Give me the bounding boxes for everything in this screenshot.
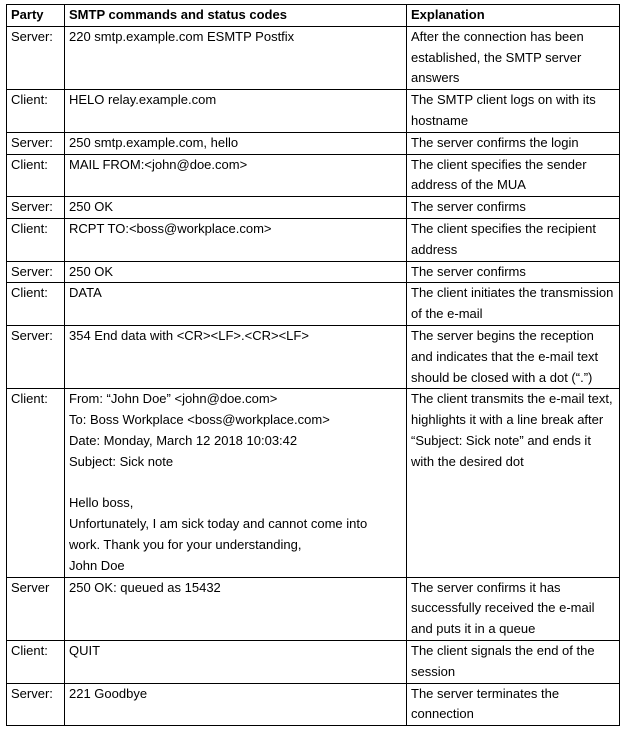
explanation-cell: The server confirms the login [407, 132, 620, 154]
command-cell: HELO relay.example.com [65, 90, 407, 133]
table-row [7, 26, 620, 89]
table-row [7, 389, 620, 577]
table-row [7, 261, 620, 283]
explanation-cell: The server begins the reception and indicates that the e-mail text should be closed with a dot (“.”) [407, 325, 620, 388]
explanation-cell: The client initiates the transmission of the e-mail [407, 283, 620, 326]
command-cell: RCPT TO:<boss@workplace.com> [65, 218, 407, 261]
explanation-cell: The server confirms [407, 261, 620, 283]
email-body-line: Unfortunately, I am sick today and cannot come into [69, 516, 368, 532]
smtp-table [6, 4, 620, 726]
command-cell: 220 smtp.example.com ESMTP Postfix [65, 26, 407, 89]
table-row [7, 325, 620, 388]
email-message-cell [65, 389, 407, 577]
command-cell: 354 End data with <CR><LF>.<CR><LF> [65, 325, 407, 388]
email-to-line: To: Boss Workplace <boss@workplace.com> [69, 412, 330, 428]
explanation-cell: After the connection has been established, the SMTP server answers [407, 26, 620, 89]
command-cell: DATA [65, 283, 407, 326]
party-cell: Client: [7, 218, 65, 261]
table-row [7, 197, 620, 219]
command-cell: 250 OK: queued as 15432 [65, 577, 407, 640]
table-row [7, 154, 620, 197]
party-cell: Client: [7, 283, 65, 326]
explanation-cell: The client transmits the e-mail text, highlights it with a line break after “Subject: Sick note” and ends it with the desired dot [407, 389, 620, 577]
header-row [7, 5, 620, 27]
party-cell: Client: [7, 640, 65, 683]
table-row [7, 283, 620, 326]
command-cell: 250 OK [65, 261, 407, 283]
party-cell: Server [7, 577, 65, 640]
table-row [7, 683, 620, 726]
header-commands: SMTP commands and status codes [65, 5, 407, 27]
email-blank-line [69, 473, 403, 494]
table-row [7, 90, 620, 133]
party-cell: Server: [7, 26, 65, 89]
command-cell: QUIT [65, 640, 407, 683]
email-signature-line: John Doe [69, 557, 125, 573]
party-cell: Client: [7, 154, 65, 197]
explanation-cell: The server terminates the connection [407, 683, 620, 726]
table-row [7, 577, 620, 640]
party-cell: Client: [7, 389, 65, 577]
command-cell: 250 smtp.example.com, hello [65, 132, 407, 154]
explanation-cell: The client signals the end of the session [407, 640, 620, 683]
table-row [7, 640, 620, 683]
explanation-cell: The client specifies the sender address of the MUA [407, 154, 620, 197]
explanation-cell: The SMTP client logs on with its hostname [407, 90, 620, 133]
party-cell: Server: [7, 261, 65, 283]
email-greeting-line: Hello boss, [69, 495, 134, 511]
explanation-cell: The client specifies the recipient address [407, 218, 620, 261]
party-cell: Server: [7, 325, 65, 388]
explanation-cell: The server confirms [407, 197, 620, 219]
email-subject-line: Subject: Sick note [69, 453, 174, 469]
email-from-line: From: “John Doe” <john@doe.com> [69, 391, 278, 407]
header-explanation: Explanation [407, 5, 620, 27]
email-body-line: work. Thank you for your understanding, [69, 536, 302, 552]
command-cell: 250 OK [65, 197, 407, 219]
party-cell: Server: [7, 132, 65, 154]
table-row [7, 132, 620, 154]
command-cell: 221 Goodbye [65, 683, 407, 726]
email-date-line: Date: Monday, March 12 2018 10:03:42 [69, 432, 298, 448]
party-cell: Server: [7, 197, 65, 219]
explanation-cell: The server confirms it has successfully received the e-mail and puts it in a queue [407, 577, 620, 640]
command-cell: MAIL FROM:<john@doe.com> [65, 154, 407, 197]
party-cell: Server: [7, 683, 65, 726]
party-cell: Client: [7, 90, 65, 133]
header-party: Party [7, 5, 65, 27]
table-row [7, 218, 620, 261]
